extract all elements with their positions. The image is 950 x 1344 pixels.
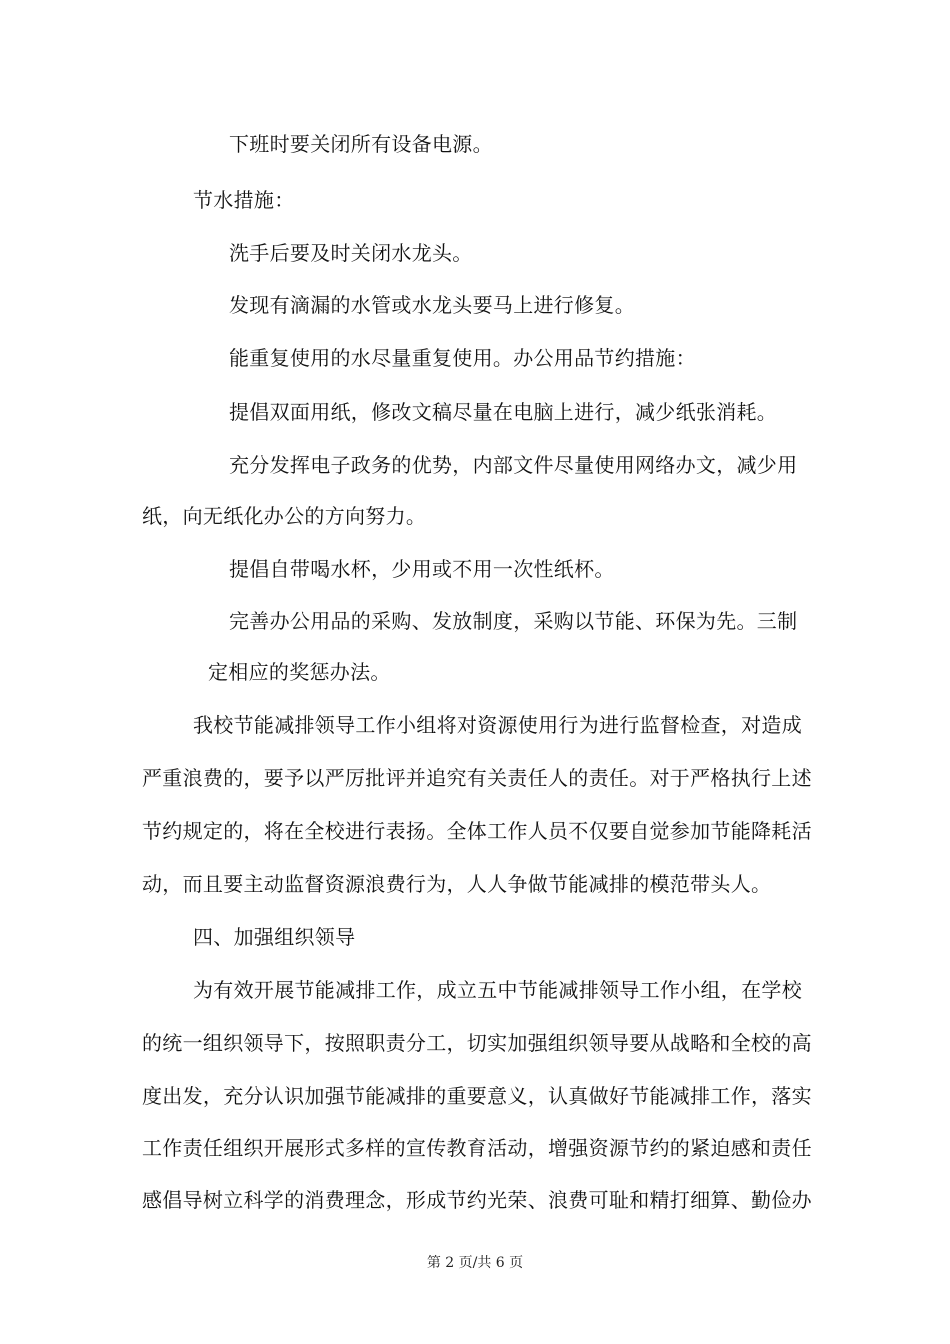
text-line: 下班时要关闭所有设备电源。: [229, 132, 493, 156]
text-line: 我校节能减排领导工作小组将对资源使用行为进行监督检查，对造成: [193, 713, 802, 737]
text-line: 严重浪费的，要予以严厉批评并追究有关责任人的责任。对于严格执行上述: [142, 766, 812, 790]
text-line: 动，而且要主动监督资源浪费行为，人人争做节能减排的模范带头人。: [142, 872, 772, 896]
text-line: 节约规定的，将在全校进行表扬。全体工作人员不仅要自觉参加节能降耗活: [142, 819, 812, 843]
text-line: 提倡自带喝水杯，少用或不用一次性纸杯。: [229, 557, 615, 581]
text-line: 工作责任组织开展形式多样的宣传教育活动，增强资源节约的紧迫感和责任: [142, 1136, 812, 1160]
text-line: 定相应的奖惩办法。: [208, 660, 391, 684]
section-heading: 四、加强组织领导: [193, 925, 356, 949]
text-line: 的统一组织领导下，按照职责分工，切实加强组织领导要从战略和全校的高: [142, 1031, 812, 1055]
section-heading: 节水措施：: [193, 188, 295, 212]
page-footer: 第 2 页/共 6 页: [426, 1255, 524, 1271]
text-line: 感倡导树立科学的消费理念，形成节约光荣、浪费可耻和精打细算、勤俭办: [142, 1188, 812, 1212]
text-line: 完善办公用品的采购、发放制度，采购以节能、环保为先。三制: [229, 609, 798, 633]
text-line: 纸，向无纸化办公的方向努力。: [142, 504, 427, 528]
text-line: 度出发，充分认识加强节能减排的重要意义，认真做好节能减排工作，落实: [142, 1084, 812, 1108]
text-line: 发现有滴漏的水管或水龙头要马上进行修复。: [229, 293, 635, 317]
text-line: 洗手后要及时关闭水龙头。: [229, 241, 473, 265]
text-line: 能重复使用的水尽量重复使用。办公用品节约措施：: [229, 346, 696, 370]
text-line: 提倡双面用纸，修改文稿尽量在电脑上进行，减少纸张消耗。: [229, 400, 778, 424]
text-line: 充分发挥电子政务的优势，内部文件尽量使用网络办文，减少用: [229, 453, 798, 477]
text-line: 为有效开展节能减排工作，成立五中节能减排领导工作小组，在学校: [193, 978, 802, 1002]
